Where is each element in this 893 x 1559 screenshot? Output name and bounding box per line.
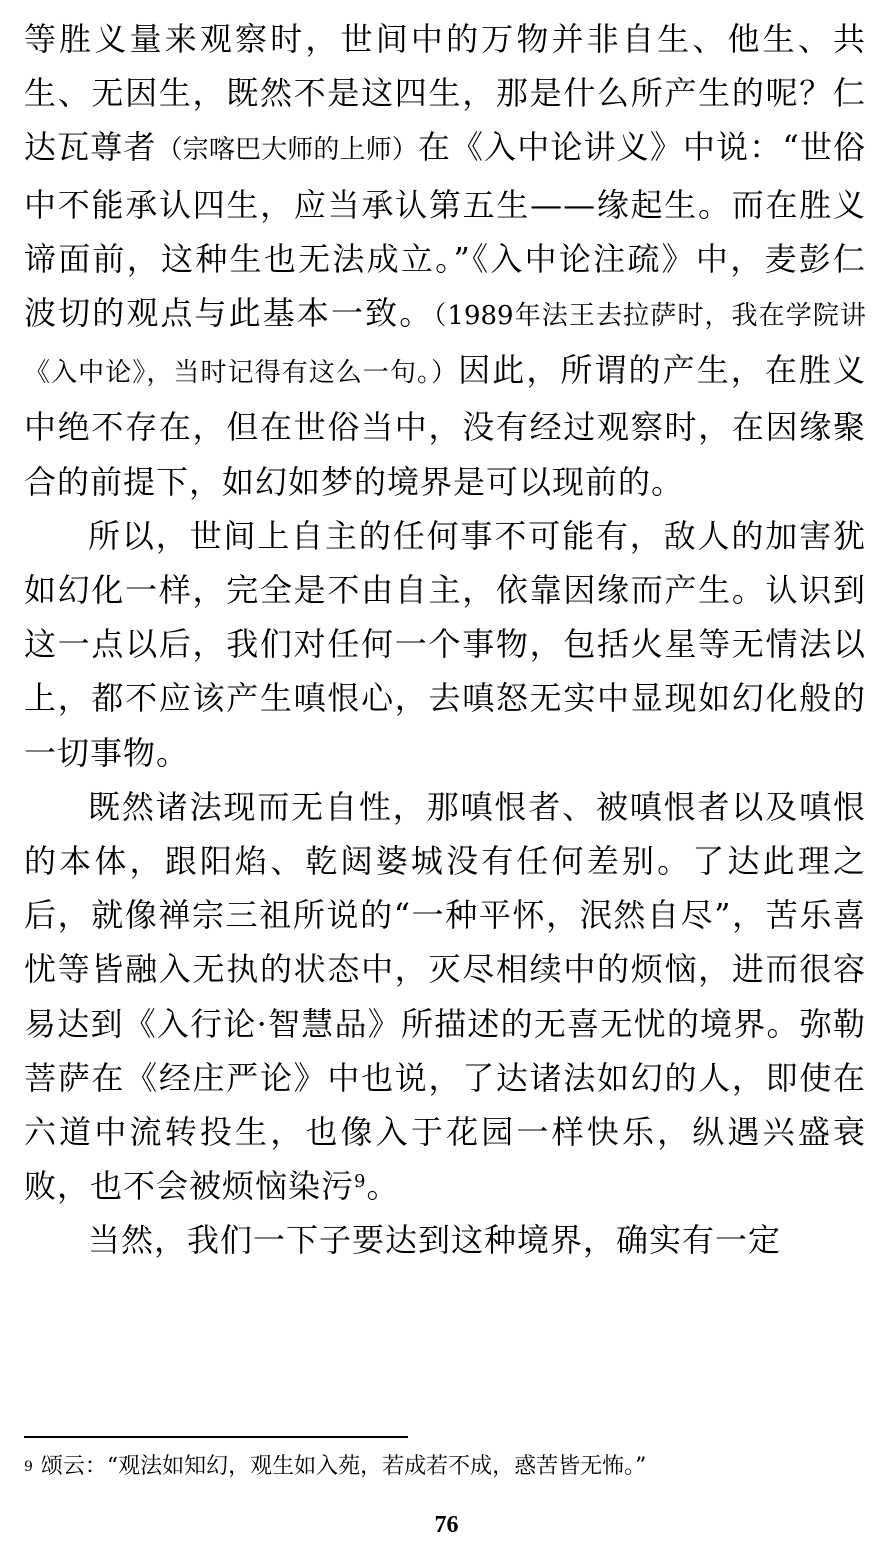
paragraph-4	[24, 1213, 866, 1267]
paragraph-4-text: 当然，我们一下子要达到这种境界，确实有一定	[88, 1221, 782, 1260]
paragraph-2	[24, 509, 866, 780]
footnote-text: 颂云：“观法如知幻，观生如入苑，若成若不成，惑苦皆无怖。”	[40, 1454, 647, 1479]
paragraph-1-text-a: 等胜义量来观察时，世间中的万物并非自生、他生、共生、无因生，既然不是这四生，那是什么所产生的呢？仁达瓦尊者	[24, 20, 866, 167]
footnote	[24, 1452, 866, 1482]
paragraph-3-end: 。	[366, 1167, 400, 1206]
paragraph-3-text: 既然诸法现而无自性，那嗔恨者、被嗔恨者以及嗔恨的本体，跟阳焰、乾闼婆城没有任何差别。了达此理之后，就像禅宗三祖所说的“一种平怀，泯然自尽”，苦乐喜忧等皆融入无执的状态中，灭尽相续中的烦恼，进而很容易达到《入行论·智慧品》所描述的无喜无忧的境界。弥勒菩萨在《经庄严论》中也说，了达诸法如幻的人，即使在六道中流转投生，也像入于花园一样快乐，纵遇兴盛衰败，也不会被烦恼染污	[24, 787, 866, 1206]
paragraph-3	[24, 780, 866, 1214]
parenthetical-note: （1989年法王去拉萨时，我在学院讲《入中论》，当时记得有这么一句。）	[24, 301, 866, 389]
footnote-divider	[24, 1436, 408, 1438]
paragraph-1	[24, 12, 866, 509]
page-number: 76	[434, 1512, 459, 1538]
paragraph-1-text-c: 因此，所谓的产生，在胜义中绝不存在，但在世俗当中，没有经过观察时，在因缘聚合的前提下，如幻如梦的境界是可以现前的。	[24, 351, 866, 501]
body-text	[24, 12, 866, 1268]
footnote-number: 9	[24, 1459, 33, 1475]
footnote-reference[interactable]: 9	[354, 1171, 367, 1193]
paragraph-2-text: 所以，世间上自主的任何事不可能有，敌人的加害犹如幻化一样，完全是不由自主，依靠因缘而产生。认识到这一点以后，我们对任何一个事物，包括火星等无情法以上，都不应该产生嗔恨心，去嗔怒无实中显现如幻化般的一切事物。	[24, 516, 866, 772]
parenthetical-note: （宗喀巴大师的上师）	[156, 135, 418, 166]
paragraph-1-text-b: 在《入中论讲义》中说：“世俗中不能承认四生，应当承认第五生——缘起生。而在胜义谛面前，这种生也无法成立。”《入中论注疏》中，麦彭仁波切的观点与此基本一致。	[24, 128, 866, 333]
